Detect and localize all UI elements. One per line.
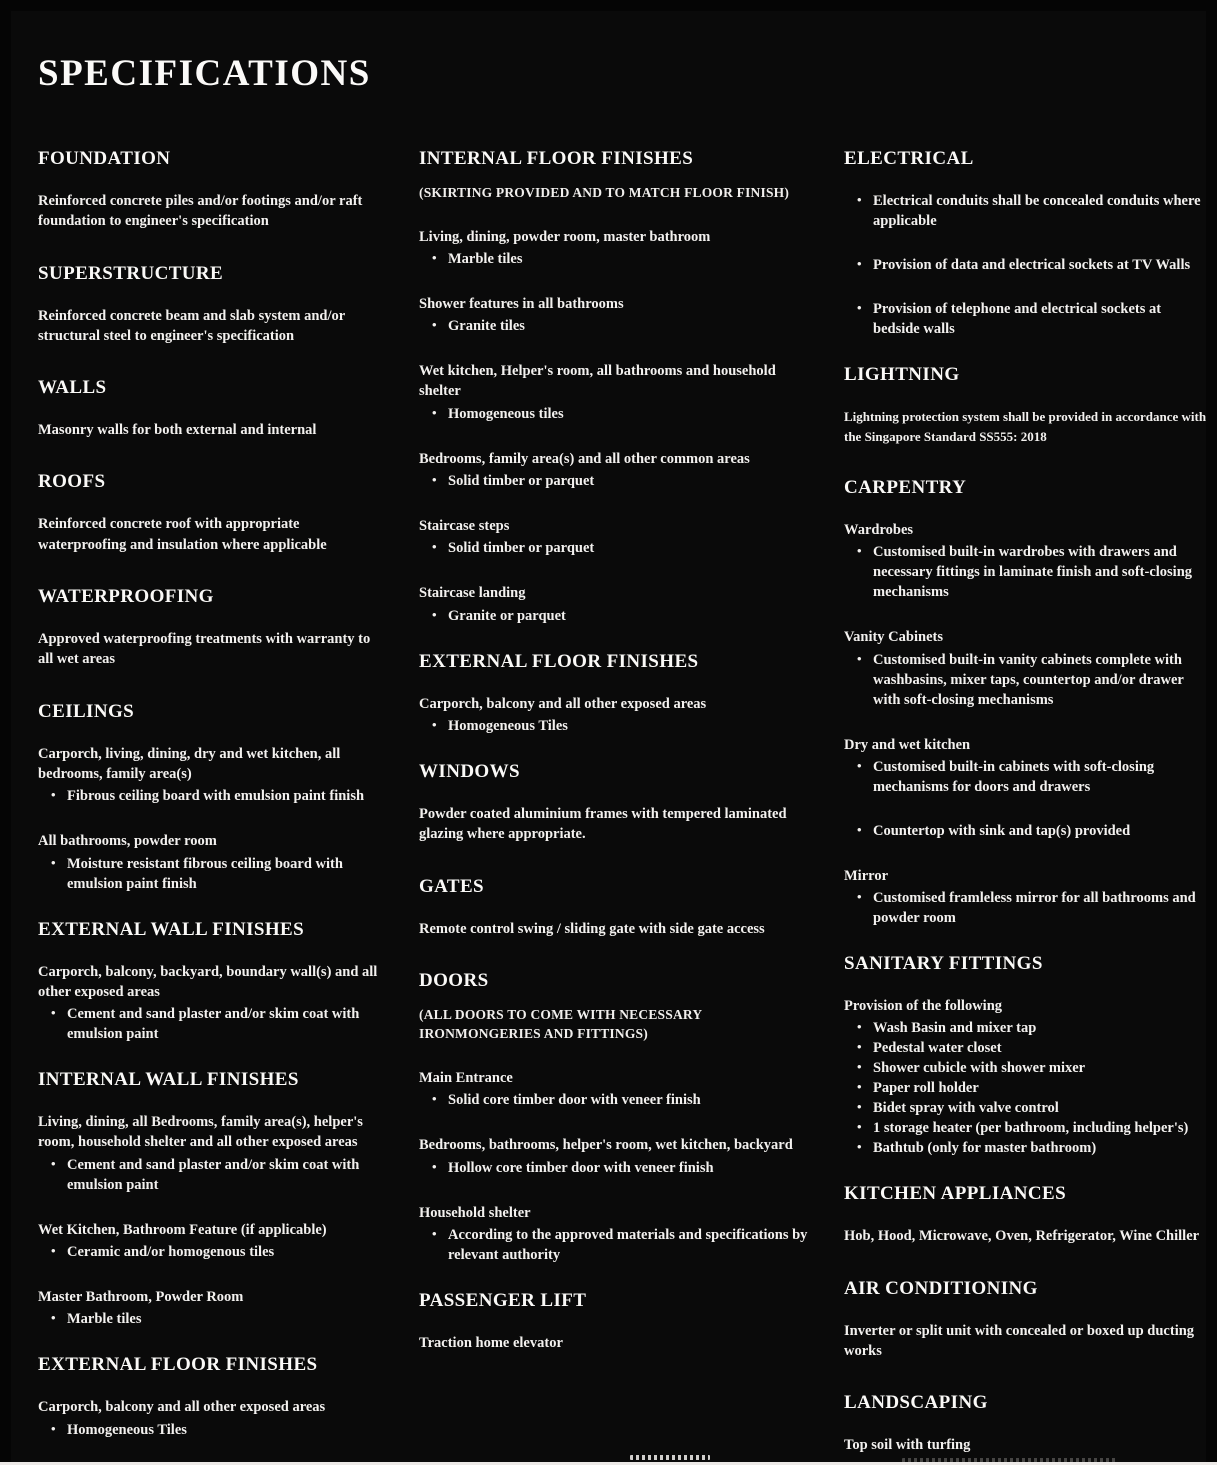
bullet-text: Shower cubicle with shower mixer [873, 1060, 1086, 1077]
section-waterproofing [38, 586, 386, 670]
bullet-icon: • [51, 1243, 56, 1259]
section-subtitle: (SKIRTING PROVIDED AND TO MATCH FLOOR FINISH) [419, 185, 790, 200]
spec-group [38, 962, 386, 1045]
spec-group [844, 996, 1209, 1158]
bullet-icon: • [51, 1420, 56, 1436]
bullet-icon: • [857, 300, 862, 315]
bullet-text: Homogeneous Tiles [448, 717, 568, 734]
bullet-icon: • [51, 1005, 56, 1021]
group-label: Staircase landing [419, 585, 526, 602]
bullet-text: Marble tiles [67, 1311, 142, 1328]
bullet-icon: • [432, 606, 437, 622]
section-heading: PASSENGER LIFT [419, 1289, 587, 1311]
spec-group [419, 449, 811, 491]
bullet-item [844, 757, 1209, 797]
bullet-icon: • [857, 1019, 862, 1035]
section-heading: GATES [419, 875, 485, 897]
column-1 [38, 148, 386, 1465]
bullet-text: Solid timber or parquet [448, 473, 595, 490]
bullet-text: Electrical conduits shall be concealed conduits where applicable [873, 193, 1201, 229]
bullet-item [38, 786, 386, 806]
bullet-item [844, 1118, 1209, 1138]
bullet-item [38, 1004, 386, 1044]
bullet-list [38, 786, 386, 806]
bullet-item [844, 1098, 1209, 1118]
section-paragraph: Remote control swing / sliding gate with side gate access [419, 920, 765, 937]
section-passenger-lift [419, 1290, 811, 1353]
section-air-conditioning [844, 1278, 1209, 1362]
column-3 [844, 148, 1209, 1465]
spec-group [844, 520, 1209, 602]
section-heading: SUPERSTRUCTURE [38, 262, 224, 284]
bullet-icon: • [51, 1155, 56, 1171]
content-columns [38, 148, 1210, 1465]
bullet-list [38, 1242, 386, 1262]
section-heading: WALLS [38, 377, 107, 399]
bullet-list [844, 888, 1209, 928]
bullet-item [844, 1058, 1209, 1078]
bullet-text: Customised framleless mirror for all bathrooms and powder room [873, 890, 1196, 927]
section-sanitary-fittings [844, 953, 1209, 1158]
section-paragraph: Traction home elevator [419, 1334, 563, 1351]
section-heading: EXTERNAL WALL FINISHES [38, 918, 305, 940]
bullet-item [844, 821, 1209, 841]
group-label: Dry and wet kitchen [844, 736, 971, 753]
section-lightning [844, 364, 1209, 446]
section-heading: INTERNAL FLOOR FINISHES [419, 148, 694, 169]
bullet-list [844, 757, 1209, 841]
section-paragraph: Reinforced concrete beam and slab system and/or structural steel to engineer's specification [38, 307, 345, 344]
column-2 [419, 148, 811, 1384]
group-label: Living, dining, powder room, master bathroom [419, 228, 711, 245]
bullet-text: Countertop with sink and tap(s) provided [873, 822, 1131, 839]
group-label: Wet kitchen, Helper's room, all bathrooms and household shelter [419, 363, 776, 400]
bullet-item [844, 191, 1209, 231]
section-heading: WINDOWS [419, 760, 520, 782]
bullet-text: Moisture resistant fibrous ceiling board with emulsion paint finish [67, 855, 343, 892]
section-external-floor-finishes [419, 651, 811, 736]
group-label: Bedrooms, family area(s) and all other common areas [419, 450, 750, 467]
bullet-text: Customised built-in cabinets with soft-closing mechanisms for doors and drawers [873, 758, 1155, 795]
section-paragraph: Approved waterproofing treatments with warranty to all wet areas [38, 631, 371, 668]
group-label: Staircase steps [419, 518, 510, 535]
section-heading: DOORS [419, 969, 489, 991]
bullet-text: Granite or parquet [448, 607, 566, 624]
bullet-icon: • [51, 787, 56, 803]
bullet-item [419, 716, 811, 736]
section-paragraph: Reinforced concrete roof with appropriate waterproofing and insulation where applicable [38, 516, 327, 553]
bullet-item [844, 650, 1209, 710]
section-superstructure [38, 263, 386, 347]
section-roofs [38, 471, 386, 555]
section-paragraph: Top soil with turfing [844, 1437, 971, 1454]
bullet-icon: • [432, 472, 437, 488]
bullet-item [419, 471, 811, 491]
bullet-list [38, 854, 386, 894]
bullet-list [419, 716, 811, 736]
bullet-text: Fibrous ceiling board with emulsion paint finish [67, 788, 365, 805]
bullet-list [419, 316, 811, 336]
section-external-wall-finishes [38, 919, 386, 1045]
spec-group [844, 735, 1209, 841]
section-subtitle: (ALL DOORS TO COME WITH NECESSARY IRONMONGERIES AND FITTINGS) [419, 1006, 702, 1042]
section-heading: SANITARY FITTINGS [844, 953, 1043, 975]
bullet-icon: • [51, 1310, 56, 1326]
spec-group [419, 1203, 811, 1265]
spec-group [844, 627, 1209, 709]
bullet-icon: • [857, 256, 862, 271]
bullet-text: Paper roll holder [873, 1080, 979, 1097]
bullet-item [419, 1158, 811, 1178]
section-heading: CARPENTRY [844, 477, 967, 498]
bullet-list [419, 404, 811, 424]
bullet-list [844, 650, 1209, 710]
section-paragraph: Masonry walls for both external and internal [38, 422, 317, 439]
bullet-text: Bidet spray with valve control [873, 1100, 1059, 1117]
bullet-icon: • [432, 1091, 437, 1107]
bullet-text: According to the approved materials and specifications by relevant authority [448, 1226, 808, 1263]
bullet-icon: • [432, 404, 437, 420]
bullet-item [38, 1242, 386, 1262]
bullet-icon: • [857, 889, 862, 905]
bullet-item [844, 255, 1209, 275]
bullet-text: Cement and sand plaster and/or skim coat with emulsion paint [67, 1006, 360, 1043]
section-foundation [38, 148, 386, 232]
bullet-text: Homogeneous Tiles [67, 1421, 187, 1438]
bullet-text: Hollow core timber door with veneer finish [448, 1159, 714, 1176]
bullet-list [419, 249, 811, 269]
bullet-icon: • [857, 821, 862, 837]
bullet-icon: • [857, 650, 862, 666]
bullet-item [844, 888, 1209, 928]
spec-group [38, 831, 386, 893]
bullet-list [844, 542, 1209, 602]
bullet-text: Ceramic and/or homogenous tiles [67, 1244, 275, 1261]
bullet-icon: • [432, 716, 437, 732]
section-ceilings [38, 701, 386, 894]
spec-group [844, 866, 1209, 928]
section-heading: FOUNDATION [38, 148, 171, 169]
bullet-list [419, 471, 811, 491]
group-label: Carporch, balcony, backyard, boundary wall(s) and all other exposed areas [38, 963, 378, 1000]
section-landscaping [844, 1392, 1209, 1455]
bullet-item [844, 1018, 1209, 1038]
bullet-list [419, 1225, 811, 1265]
bullet-text: Provision of data and electrical sockets at TV Walls [873, 257, 1191, 273]
bullet-item [844, 542, 1209, 602]
bullet-list [419, 538, 811, 558]
bullet-list [844, 191, 1209, 339]
bullet-text: Solid timber or parquet [448, 540, 595, 557]
section-paragraph: Hob, Hood, Microwave, Oven, Refrigerator, Wine Chiller [844, 1228, 1200, 1245]
bullet-text: Granite tiles [448, 318, 525, 335]
bullet-text: 1 storage heater (per bathroom, including helper's) [873, 1120, 1189, 1137]
group-label: Carporch, living, dining, dry and wet kitchen, all bedrooms, family area(s) [38, 745, 341, 782]
group-label: Household shelter [419, 1204, 531, 1221]
bullet-item [38, 1155, 386, 1195]
section-heading: CEILINGS [38, 700, 135, 722]
section-heading: ROOFS [38, 471, 106, 493]
bullet-icon: • [857, 543, 862, 559]
section-external-floor-finishes [38, 1354, 386, 1439]
group-label: Provision of the following [844, 998, 1003, 1015]
bullet-item [419, 1090, 811, 1110]
section-heading: INTERNAL WALL FINISHES [38, 1069, 299, 1091]
bullet-text: Homogeneous tiles [448, 405, 564, 422]
spec-group [38, 1287, 386, 1329]
spec-group [419, 583, 811, 625]
section-heading: AIR CONDITIONING [844, 1277, 1038, 1299]
spec-group [38, 744, 386, 807]
bullet-item [844, 1138, 1209, 1158]
section-electrical [844, 148, 1209, 339]
section-doors [419, 970, 811, 1265]
spec-group [419, 1068, 811, 1110]
bullet-item [419, 538, 811, 558]
section-heading: LIGHTNING [844, 364, 960, 385]
bullet-list [38, 1004, 386, 1044]
section-heading: EXTERNAL FLOOR FINISHES [38, 1354, 318, 1376]
spec-group [419, 516, 811, 558]
bullet-icon: • [857, 1099, 862, 1115]
spec-group [38, 1112, 386, 1195]
spec-group [38, 1397, 386, 1439]
spec-group [419, 1135, 811, 1177]
group-label: Shower features in all bathrooms [419, 295, 624, 312]
bullet-item [38, 854, 386, 894]
bullet-item [419, 1225, 811, 1265]
group-label: All bathrooms, powder room [38, 833, 217, 850]
spec-group [419, 294, 811, 336]
group-label: Bedrooms, bathrooms, helper's room, wet kitchen, backyard [419, 1137, 793, 1154]
bullet-list [419, 1158, 811, 1178]
section-paragraph: Inverter or split unit with concealed or boxed up ducting works [844, 1322, 1195, 1360]
group-label: Living, dining, all Bedrooms, family area(s), helper's room, household shelter and all other exposed areas [38, 1114, 363, 1151]
bullet-icon: • [857, 1059, 862, 1075]
spec-group [419, 361, 811, 424]
bullet-list [38, 1155, 386, 1195]
section-internal-wall-finishes [38, 1069, 386, 1329]
bullet-icon: • [857, 192, 862, 207]
section-kitchen-appliances [844, 1183, 1209, 1246]
bullet-text: Pedestal water closet [873, 1040, 1002, 1057]
bullet-icon: • [857, 1139, 862, 1155]
section-carpentry [844, 477, 1209, 928]
bullet-item [38, 1420, 386, 1440]
bullet-list [419, 606, 811, 626]
section-heading: KITCHEN APPLIANCES [844, 1183, 1067, 1205]
bullet-text: Bathtub (only for master bathroom) [873, 1140, 1097, 1157]
bullet-text: Customised built-in wardrobes with drawers and necessary fittings in laminate finish and soft-closing mechanisms [873, 544, 1193, 601]
section-heading: EXTERNAL FLOOR FINISHES [419, 650, 699, 672]
section-heading: WATERPROOFING [38, 586, 214, 608]
cut-off-text-fragment [630, 1455, 710, 1460]
bullet-text: Cement and sand plaster and/or skim coat with emulsion paint [67, 1156, 360, 1193]
bullet-list [38, 1420, 386, 1440]
bullet-icon: • [432, 249, 437, 265]
bullet-list [38, 1309, 386, 1329]
bullet-text: Wash Basin and mixer tap [873, 1020, 1037, 1037]
bullet-item [419, 316, 811, 336]
bullet-icon: • [432, 1225, 437, 1241]
bullet-icon: • [432, 539, 437, 555]
group-label: Mirror [844, 867, 889, 884]
page-title: SPECIFICATIONS [38, 53, 371, 94]
section-walls [38, 377, 386, 440]
section-windows [419, 761, 811, 845]
bullet-item [419, 404, 811, 424]
bullet-list [844, 1018, 1209, 1158]
group-label: Master Bathroom, Powder Room [38, 1289, 244, 1306]
group-label: Wet Kitchen, Bathroom Feature (if applicable) [38, 1221, 327, 1238]
bullet-icon: • [857, 1119, 862, 1135]
section-paragraph: Powder coated aluminium frames with tempered laminated glazing where appropriate. [419, 805, 787, 843]
bullet-item [844, 299, 1209, 339]
bullet-item [419, 249, 811, 269]
spec-group [844, 191, 1209, 339]
bullet-icon: • [857, 757, 862, 773]
group-label: Carporch, balcony and all other exposed areas [419, 695, 707, 712]
group-label: Vanity Cabinets [844, 629, 943, 646]
bullet-item [419, 606, 811, 626]
bullet-list [419, 1090, 811, 1110]
bullet-icon: • [432, 317, 437, 333]
bullet-text: Customised built-in vanity cabinets complete with washbasins, mixer taps, countertop and/or drawer with soft-closing mechanisms [873, 651, 1184, 708]
bullet-item [844, 1038, 1209, 1058]
section-heading: LANDSCAPING [844, 1392, 988, 1414]
bullet-icon: • [857, 1079, 862, 1095]
bullet-item [38, 1309, 386, 1329]
section-gates [419, 876, 811, 939]
bullet-icon: • [857, 1039, 862, 1055]
group-label: Carporch, balcony and all other exposed areas [38, 1399, 326, 1416]
bullet-text: Marble tiles [448, 250, 523, 267]
spec-group [419, 694, 811, 736]
bullet-item [844, 1078, 1209, 1098]
section-heading: ELECTRICAL [844, 148, 974, 169]
spec-group [38, 1220, 386, 1262]
bullet-icon: • [432, 1158, 437, 1174]
section-paragraph: Lightning protection system shall be provided in accordance with the Singapore Standard SS555: 2018 [844, 409, 1207, 444]
group-label: Main Entrance [419, 1069, 513, 1086]
section-internal-floor-finishes [419, 148, 811, 626]
bullet-icon: • [51, 854, 56, 870]
bullet-text: Solid core timber door with veneer finish [448, 1092, 701, 1109]
bullet-text: Provision of telephone and electrical sockets at bedside walls [873, 301, 1162, 337]
group-label: Wardrobes [844, 522, 914, 538]
section-paragraph: Reinforced concrete piles and/or footings and/or raft foundation to engineer's specification [38, 193, 363, 230]
spec-group [419, 227, 811, 269]
